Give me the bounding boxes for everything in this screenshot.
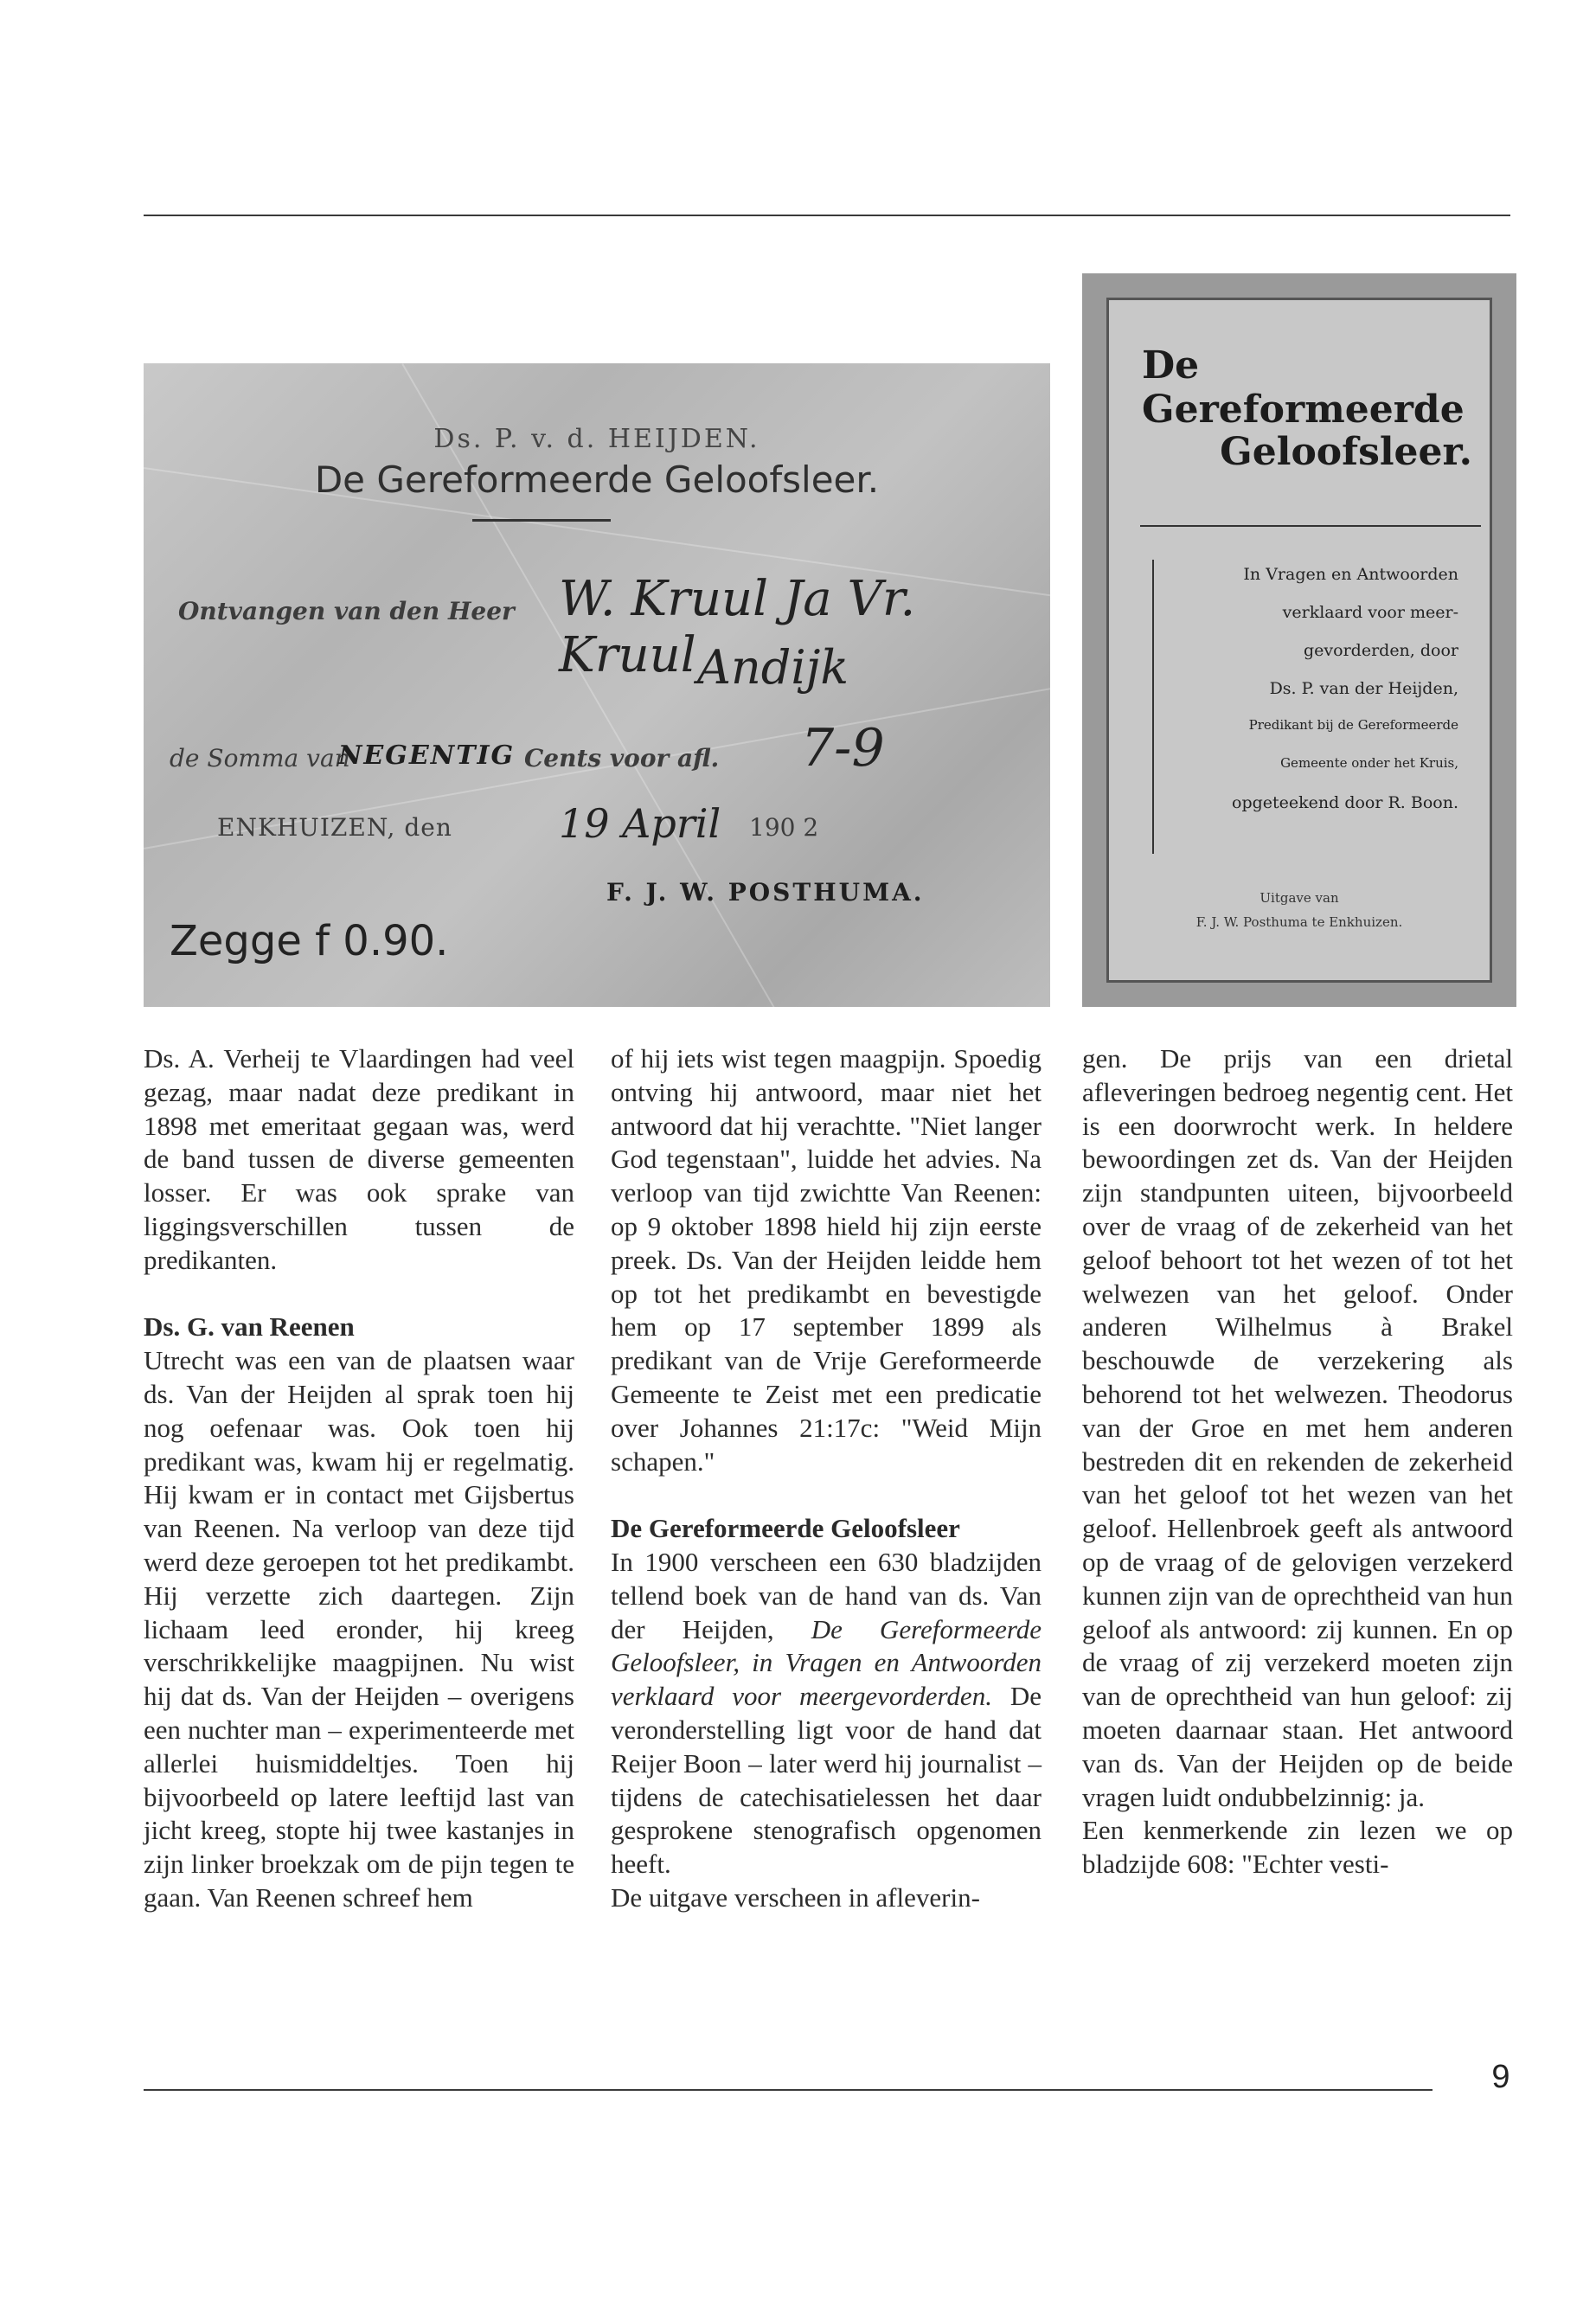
cover-frame bbox=[1106, 298, 1492, 983]
section-heading: De Gereformeerde Geloofsleer bbox=[611, 1513, 960, 1544]
receipt-date: 19 April bbox=[559, 800, 721, 847]
paragraph: Utrecht was een van de plaatsen waar ds. Van der Heijden al sprak toen hij nog oefenaar was. Ook toen hij predikant was, kwam hij er regelmatig. Hij kwam er in contact met Gijsbertus van Reenen. Na verloop van deze tijd werd deze geroepen tot het predikambt. Hij verzette zich daartegen. Zijn lichaam leed eronder, hij kreeg verschrikkelijke maagpijnen. Nu wist hij dat ds. Van der Heijden – overigens een nuchter man – experimenteerde met allerlei huismiddeltjes. Toen hij bijvoorbeeld op latere leeftijd last van jicht kreeg, stopte hij twee kastanjes in zijn linker broekzak om de pijn tegen te gaan. Van Reenen schreef hem bbox=[144, 1345, 574, 1913]
cover-subtitle-line: In Vragen en Antwoorden bbox=[1243, 565, 1458, 584]
receipt-sum-label-post: Cents voor afl. bbox=[524, 744, 720, 772]
book-title-italic: De Gereformeerde Geloofsleer, in Vragen en Antwoorden verklaard voor meergevorderden. bbox=[611, 1613, 1042, 1712]
book-cover-image bbox=[1082, 273, 1516, 1007]
paragraph: gen. De prijs van een drietal afleveringen bedroeg negentig cent. Het is een doorwrocht werk. In heldere bewoordingen zet ds. Van der Heijden zijn standpunten uiteen, bijvoorbeeld over de vraag of de zekerheid van het geloof behoort tot het wezen of tot het welwezen van het geloof. Onder anderen Wilhelmus à Brakel beschouwde de verzekering als behorend tot het welwezen. Theodorus van der Groe en met hem anderen bestreden dit en rekenden de zekerheid van het geloof tot het wezen van het geloof. Hellenbroek geeft als antwoord op de vraag of de gelovigen verzekerd kunnen zijn van de oprechtheid van hun geloof als antwoord: zij kunnen. En op de vraag of zij verzekerd moeten zijn van de oprechtheid van hun geloof: zij moeten daarnaar staan. Het antwoord van ds. Van der Heijden op de beide vragen luidt ondubbelzinnig: ja. bbox=[1082, 1043, 1513, 1812]
top-rule bbox=[144, 215, 1510, 216]
text-column-2 bbox=[611, 1042, 1042, 1915]
cover-subtitle-line: Ds. P. van der Heijden, bbox=[1269, 679, 1458, 698]
receipt-sum-amount: NEGENTIG bbox=[338, 740, 516, 771]
page-number: 9 bbox=[1491, 2059, 1510, 2095]
paragraph: of hij iets wist tegen maagpijn. Spoedig ontving hij antwoord, maar niet het antwoord dat hij verachtte. "Niet langer God tegenstaan", luidde het advies. Na verloop van tijd zwichtte Van Reenen: op 9 oktober 1898 hield hij zijn eerste preek. Ds. Van der Heijden leidde hem op tot het predikambt en bevestigde hem op 17 september 1899 als predikant van de Vrije Gereformeerde Gemeente te Zeist met een predicatie over Johannes 21:17c: "Weid Mijn schapen." bbox=[611, 1043, 1042, 1477]
cover-subtitle-line: gevorderden, door bbox=[1304, 641, 1458, 660]
text-column-3 bbox=[1082, 1042, 1513, 1881]
cover-title-line2: Geloofsleer. bbox=[1220, 430, 1472, 474]
receipt-minister: Ds. P. v. d. HEIJDEN. bbox=[433, 424, 760, 454]
cover-publisher-line1: Uitgave van bbox=[1259, 890, 1339, 906]
paragraph: De uitgave verscheen in afleverin- bbox=[611, 1881, 980, 1913]
cover-subtitle-line: Gemeente onder het Kruis, bbox=[1280, 755, 1458, 771]
receipt-received-place: Andijk bbox=[697, 640, 849, 695]
paragraph: Een kenmerkende zin lezen we op bladzijde 608: "Echter vesti- bbox=[1082, 1815, 1513, 1880]
cover-subtitle-line: verklaard voor meer- bbox=[1282, 603, 1458, 622]
receipt-sum-label: de Somma van bbox=[170, 744, 350, 772]
cover-title-line1: De Gereformeerde bbox=[1142, 343, 1465, 432]
paragraph bbox=[611, 1546, 1042, 1881]
receipt-title: De Gereformeerde Geloofsleer. bbox=[314, 458, 880, 501]
receipt-stamp: Zegge f 0.90. bbox=[170, 917, 449, 965]
bottom-rule bbox=[144, 2089, 1433, 2091]
receipt-received-name: W. Kruul Ja Vr. Kruul bbox=[559, 571, 916, 683]
receipt-image bbox=[144, 363, 1050, 1007]
receipt-year: 190 2 bbox=[749, 813, 819, 842]
cover-subtitle-line: opgeteekend door R. Boon. bbox=[1232, 793, 1458, 812]
cover-subtitle-box bbox=[1152, 560, 1477, 854]
cover-separator bbox=[1140, 525, 1481, 527]
receipt-city: ENKHUIZEN, den bbox=[217, 813, 452, 842]
text-column-1 bbox=[144, 1042, 574, 1915]
receipt-received-label: Ontvangen van den Heer bbox=[178, 597, 515, 625]
receipt-divider bbox=[472, 519, 611, 522]
paragraph: Ds. A. Verheij te Vlaardingen had veel gezag, maar nadat deze predikant in 1898 met emeritaat gegaan was, werd de band tussen de diverse gemeenten losser. Er was ook sprake van liggingsverschillen tussen de predikanten. bbox=[144, 1043, 574, 1275]
receipt-signature: F. J. W. POSTHUMA. bbox=[606, 878, 925, 907]
paragraph-text: De veronderstelling ligt voor de hand dat Reijer Boon – later werd hij journalist – tijdens de catechisatielessen het daar gesprokene stenografisch opgenomen heeft. bbox=[611, 1681, 1042, 1880]
section-heading: Ds. G. van Reenen bbox=[144, 1311, 355, 1343]
receipt-installments: 7-9 bbox=[801, 718, 885, 779]
cover-publisher-line2: F. J. W. Posthuma te Enkhuizen. bbox=[1195, 914, 1403, 930]
paragraph-text: In 1900 verscheen een 630 bladzijden tellend boek van de hand van ds. Van der Heijden, bbox=[611, 1546, 1042, 1644]
cover-subtitle-line: Predikant bij de Gereformeerde bbox=[1248, 717, 1458, 733]
